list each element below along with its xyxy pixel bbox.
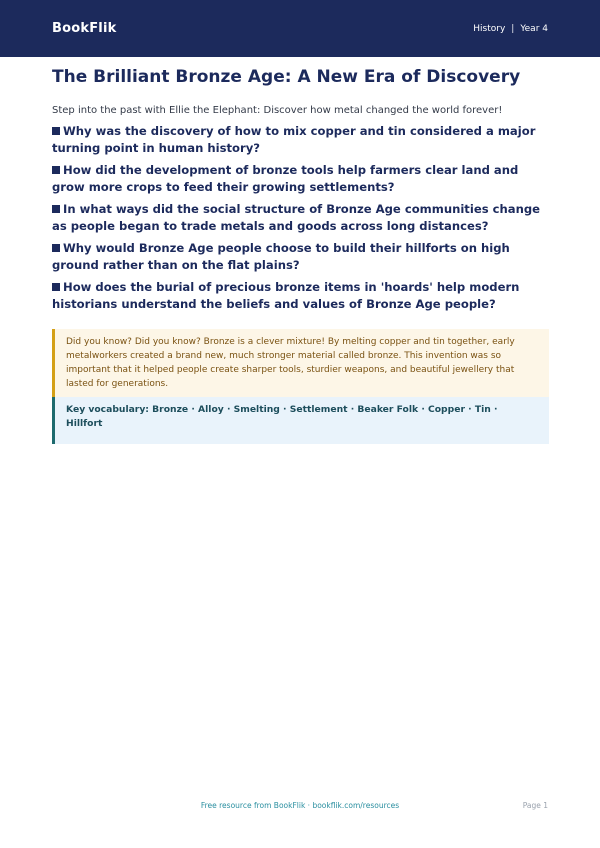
question-item — [52, 240, 549, 274]
question-text: In what ways did the social structure of Bronze Age communities change as people began to trade metals and goods across long distances? — [52, 202, 540, 233]
fun-fact-box: Did you know? Did you know? Bronze is a clever mixture! By melting copper and tin together, early metalworkers created a brand new, much stronger material called bronze. This invention was so important that it helped people create sharper tools, sturdier weapons, and beautiful jewellery that lasted for generations. — [55, 329, 549, 397]
question-item — [52, 162, 549, 196]
square-bullet-icon — [52, 205, 60, 213]
subject-label: History — [473, 23, 506, 34]
question-text: How did the development of bronze tools help farmers clear land and grow more crops to feed their growing settlements? — [52, 163, 519, 194]
square-bullet-icon — [52, 166, 60, 174]
footer-credit-link[interactable]: Free resource from BookFlik · bookflik.com/resources — [200, 801, 400, 810]
question-item — [52, 123, 549, 157]
square-bullet-icon — [52, 283, 60, 291]
footer — [0, 801, 600, 815]
main-content — [52, 66, 549, 444]
info-callout — [52, 329, 549, 444]
question-text: Why was the discovery of how to mix copper and tin considered a major turning point in human history? — [52, 124, 536, 155]
question-list — [52, 123, 549, 313]
question-item — [52, 279, 549, 313]
page-number: Page 1 — [522, 801, 548, 810]
header-meta — [473, 24, 548, 34]
key-vocabulary-box: Key vocabulary: Bronze · Alloy · Smelting · Settlement · Beaker Folk · Copper · Tin · Hillfort — [52, 397, 549, 444]
header-bar — [0, 0, 600, 57]
question-text: Why would Bronze Age people choose to build their hillforts on high ground rather than on the flat plains? — [52, 241, 510, 272]
question-item — [52, 201, 549, 235]
page-title: The Brilliant Bronze Age: A New Era of Discovery — [52, 67, 521, 87]
year-label: Year 4 — [520, 23, 548, 34]
square-bullet-icon — [52, 244, 60, 252]
brand-logo[interactable]: BookFlik — [52, 21, 117, 36]
question-text: How does the burial of precious bronze items in 'hoards' help modern historians understand the beliefs and values of Bronze Age people? — [52, 280, 520, 311]
meta-separator: | — [511, 23, 515, 34]
intro-text: Step into the past with Ellie the Elephant: Discover how metal changed the world forever! — [52, 105, 503, 116]
square-bullet-icon — [52, 127, 60, 135]
